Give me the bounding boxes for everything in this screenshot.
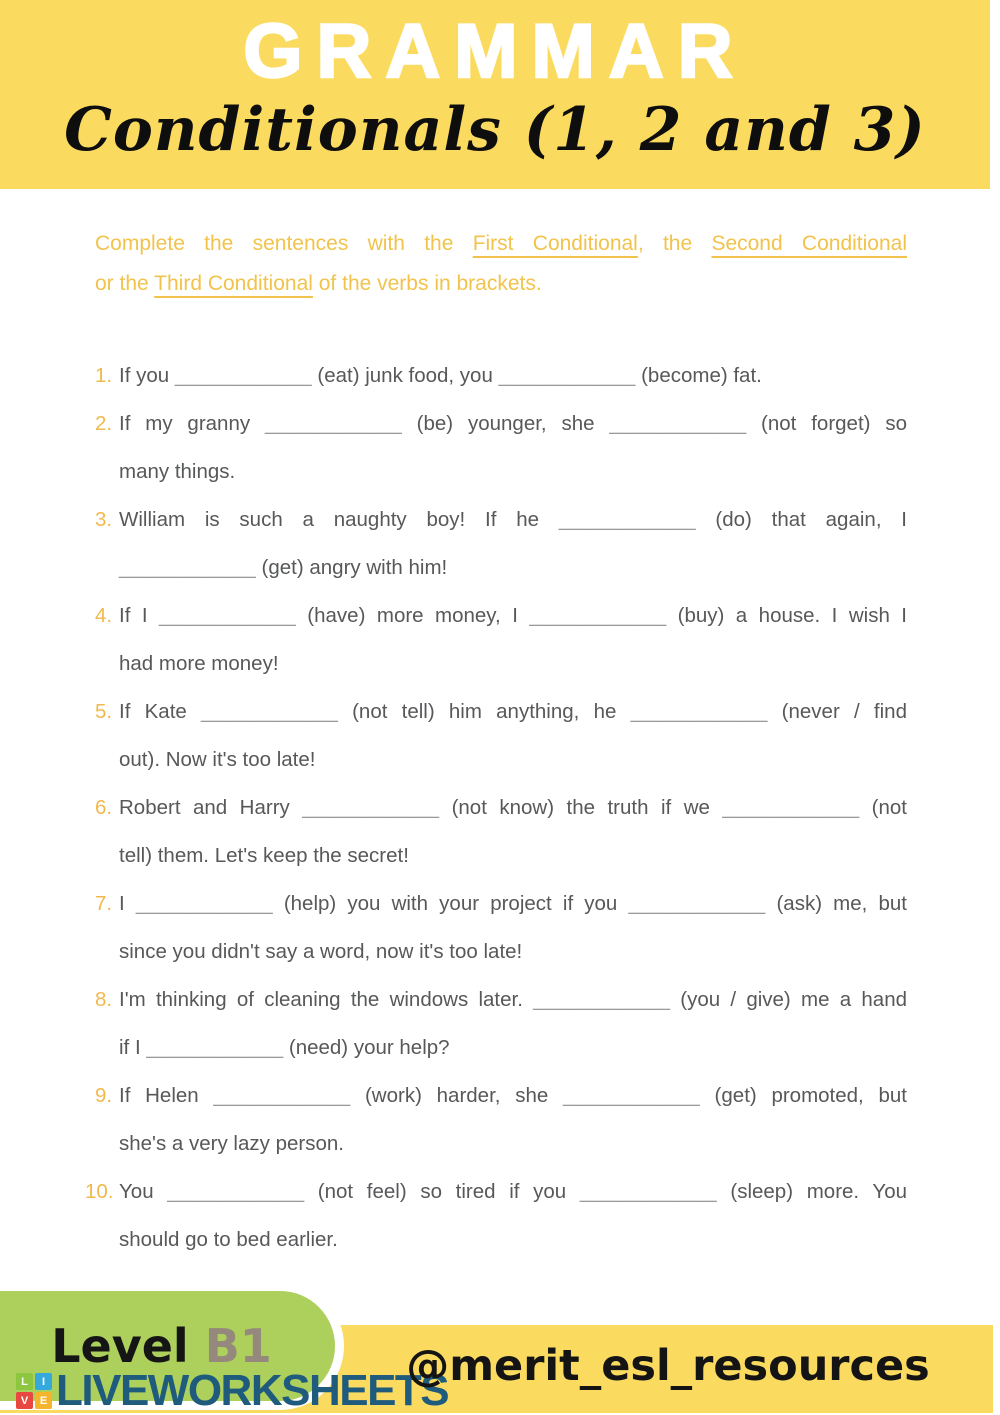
sentence-fragment: If my granny	[119, 412, 265, 435]
instruction-fragment: Complete the sentences with the	[95, 232, 473, 255]
answer-blank: ____________	[722, 796, 860, 819]
item-line	[119, 1024, 907, 1072]
underlined-term: Second Conditional	[711, 232, 907, 255]
level-value: B1	[204, 1319, 272, 1373]
sentence-fragment: (be) younger, she	[401, 412, 610, 435]
exercise-item	[95, 1072, 907, 1168]
sentence-fragment: (not tell) him anything, he	[337, 700, 631, 723]
sentence-fragment: You	[119, 1180, 168, 1203]
sentence-fragment: (not forget) so	[746, 412, 907, 435]
item-text	[119, 1168, 907, 1264]
answer-blank: ____________	[146, 1036, 284, 1059]
item-text	[119, 784, 907, 880]
sentence-fragment: (have) more money, I	[295, 604, 530, 627]
sentence-fragment: (not know) the truth if we	[439, 796, 723, 819]
sentence-fragment: If Kate	[119, 700, 202, 723]
answer-blank: ____________	[529, 604, 667, 627]
sentence-fragment: (you / give) me a hand	[669, 988, 907, 1011]
exercise-item	[95, 592, 907, 688]
item-line	[119, 1120, 907, 1168]
underlined-term: First Conditional	[472, 232, 638, 255]
exercise-item	[95, 352, 907, 400]
item-line	[119, 448, 907, 496]
sentence-fragment: if I	[119, 1036, 147, 1059]
answer-blank: ____________	[630, 700, 768, 723]
liveworksheets-grid-icon	[16, 1373, 52, 1409]
sentence-fragment: (eat) junk food, you	[311, 364, 499, 387]
item-line	[119, 736, 907, 784]
exercise-item	[95, 688, 907, 784]
answer-blank: ____________	[174, 364, 312, 387]
answer-blank: ____________	[498, 364, 636, 387]
item-line	[119, 400, 907, 448]
item-number: 3.	[95, 508, 113, 531]
instruction-line	[95, 224, 907, 264]
exercise-item	[95, 400, 907, 496]
item-line	[119, 496, 907, 544]
exercise-item	[95, 880, 907, 976]
item-line	[119, 1072, 907, 1120]
sentence-fragment: If Helen	[119, 1084, 214, 1107]
item-number: 2.	[95, 412, 113, 435]
instruction-fragment: or the	[95, 272, 155, 295]
instruction-fragment: of the verbs in brackets.	[312, 272, 542, 295]
sentence-fragment: she's a very lazy person.	[119, 1132, 344, 1155]
answer-blank: ____________	[159, 604, 296, 627]
answer-blank: ____________	[558, 508, 696, 531]
logo-cell-i: I	[35, 1373, 52, 1390]
item-line	[119, 976, 907, 1024]
sentence-fragment: (get) promoted, but	[699, 1084, 907, 1107]
sentence-fragment: (sleep) more. You	[716, 1180, 907, 1203]
answer-blank: ____________	[609, 412, 747, 435]
item-text	[119, 496, 907, 592]
sentence-fragment: tell) them. Let's keep the secret!	[119, 844, 409, 867]
exercise-item	[95, 784, 907, 880]
item-line	[119, 592, 907, 640]
answer-blank: ____________	[167, 1180, 305, 1203]
answer-blank: ____________	[533, 988, 670, 1011]
item-line	[119, 1168, 907, 1216]
instruction-fragment: , the	[637, 232, 712, 255]
logo-cell-e: E	[35, 1392, 52, 1409]
sentence-fragment: Robert and Harry	[119, 796, 303, 819]
item-text	[119, 352, 907, 400]
sentence-fragment: William is such a naughty boy! If he	[119, 508, 559, 531]
answer-blank: ____________	[201, 700, 338, 723]
item-line	[119, 1216, 907, 1264]
sentence-fragment: (need) your help?	[283, 1036, 450, 1059]
exercise-list	[85, 352, 907, 1264]
underlined-term: Third Conditional	[154, 272, 313, 295]
instruction-line	[95, 264, 907, 304]
item-text	[119, 592, 907, 688]
item-line	[119, 688, 907, 736]
sentence-fragment: (do) that again, I	[695, 508, 907, 531]
item-number: 4.	[95, 604, 113, 627]
sentence-fragment: If you	[119, 364, 175, 387]
item-line	[119, 928, 907, 976]
instagram-handle: @merit_esl_resources	[406, 1341, 930, 1391]
logo-cell-v: V	[16, 1392, 33, 1409]
header-banner	[0, 0, 990, 189]
liveworksheets-wordmark: LIVEWORKSHEETS	[56, 1366, 449, 1415]
item-line	[119, 640, 907, 688]
item-line	[119, 544, 907, 592]
sentence-fragment: had more money!	[119, 652, 279, 675]
sentence-fragment: many things.	[119, 460, 236, 483]
exercise-item	[95, 496, 907, 592]
sentence-fragment: I	[119, 892, 136, 915]
sentence-fragment: (never / find	[767, 700, 907, 723]
item-number: 9.	[95, 1084, 113, 1107]
answer-blank: ____________	[119, 556, 256, 579]
item-number: 5.	[95, 700, 113, 723]
sentence-fragment: (not	[859, 796, 907, 819]
sentence-fragment: should go to bed earlier.	[119, 1228, 338, 1251]
answer-blank: ____________	[213, 1084, 351, 1107]
item-line	[119, 784, 907, 832]
answer-blank: ____________	[302, 796, 440, 819]
item-line	[119, 352, 907, 400]
logo-cell-l: L	[16, 1373, 33, 1390]
item-text	[119, 1072, 907, 1168]
item-line	[119, 832, 907, 880]
exercise-item	[95, 976, 907, 1072]
item-text	[119, 976, 907, 1072]
level-label: Level	[51, 1319, 189, 1373]
answer-blank: ____________	[264, 412, 402, 435]
sentence-fragment: out). Now it's too late!	[119, 748, 316, 771]
sentence-fragment: (become) fat.	[635, 364, 762, 387]
sentence-fragment: I'm thinking of cleaning the windows later.	[119, 988, 534, 1011]
item-text	[119, 880, 907, 976]
page-subtitle: Conditionals (1, 2 and 3)	[64, 95, 926, 165]
answer-blank: ____________	[628, 892, 766, 915]
sentence-fragment: (buy) a house. I wish I	[666, 604, 907, 627]
item-number: 1.	[95, 364, 113, 387]
item-number: 6.	[95, 796, 113, 819]
item-number: 8.	[95, 988, 113, 1011]
sentence-fragment: (not feel) so tired if you	[304, 1180, 580, 1203]
item-text	[119, 688, 907, 784]
item-number: 10.	[85, 1180, 114, 1203]
sentence-fragment: (work) harder, she	[350, 1084, 563, 1107]
answer-blank: ____________	[135, 892, 273, 915]
sentence-fragment: since you didn't say a word, now it's too late!	[119, 940, 523, 963]
item-text	[119, 400, 907, 496]
sentence-fragment: (ask) me, but	[765, 892, 907, 915]
page-title: GRAMMAR	[243, 9, 747, 94]
item-number: 7.	[95, 892, 113, 915]
exercise-item	[85, 1168, 907, 1264]
sentence-fragment: (help) you with your project if you	[272, 892, 629, 915]
item-line	[119, 880, 907, 928]
sentence-fragment: If I	[119, 604, 160, 627]
sentence-fragment: (get) angry with him!	[255, 556, 448, 579]
answer-blank: ____________	[563, 1084, 700, 1107]
answer-blank: ____________	[579, 1180, 717, 1203]
instructions-text	[95, 224, 907, 304]
